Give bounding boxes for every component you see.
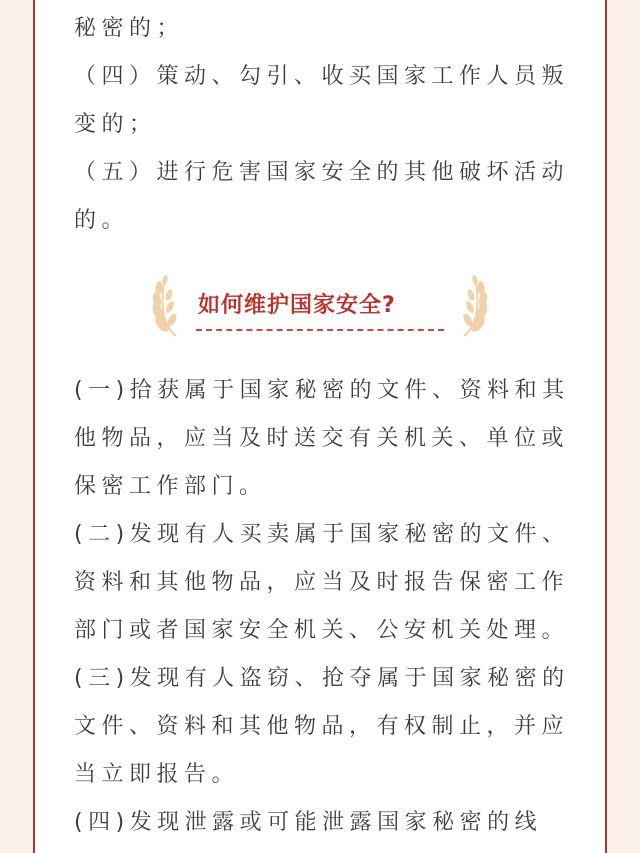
right-border [605,0,607,853]
intro-line: 的。 [74,208,130,233]
heading-underline [196,329,444,331]
intro-line: （四）策动、勾引、收买国家工作人员叛 [74,64,570,89]
laurel-left-icon [150,274,184,338]
intro-line: 变的； [74,112,157,137]
body-line: (三)发现有人盗窃、抢夺属于国家秘密的 [74,666,570,691]
body-line: 他物品，应当及时送交有关机关、单位或 [74,426,570,451]
laurel-right-icon [456,274,490,338]
body-line: (一)拾获属于国家秘密的文件、资料和其 [74,378,570,403]
body-line: 资料和其他物品，应当及时报告保密工作 [74,570,570,595]
section-heading: 如何维护国家安全? [198,293,396,318]
body-line: 文件、资料和其他物品，有权制止，并应 [74,714,570,739]
body-line: 保密工作部门。 [74,474,267,499]
body-line: (二)发现有人买卖属于国家秘密的文件、 [74,522,570,547]
intro-line: （五）进行危害国家安全的其他破坏活动 [74,160,570,185]
body-line: 当立即报告。 [74,762,240,787]
intro-line: 秘密的； [74,16,185,41]
body-line: 部门或者国家安全机关、公安机关处理。 [74,618,570,643]
body-line: (四)发现泄露或可能泄露国家秘密的线 [74,810,543,835]
